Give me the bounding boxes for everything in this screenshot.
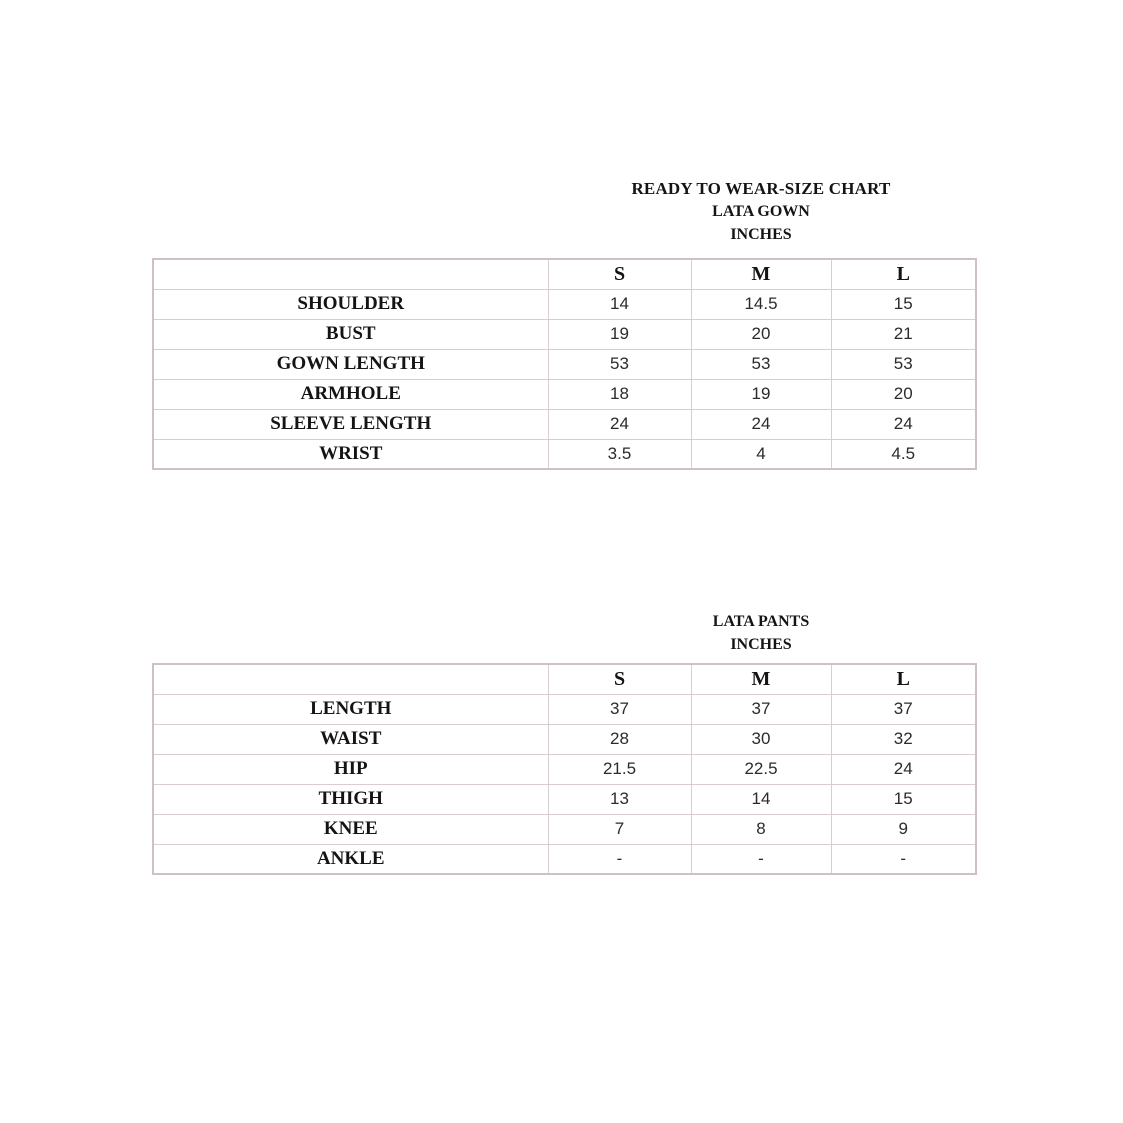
pants-chart-title-block xyxy=(547,611,975,656)
table-row-armhole xyxy=(153,379,976,409)
measurement-value-m: 37 xyxy=(691,694,831,724)
gown-column-header-s: S xyxy=(548,259,691,289)
measurement-value-l: 53 xyxy=(831,349,976,379)
measurement-value-s: 28 xyxy=(548,724,691,754)
measurement-value-m: 20 xyxy=(691,319,831,349)
gown-column-header-m: M xyxy=(691,259,831,289)
measurement-label: WRIST xyxy=(153,439,548,469)
measurement-label: GOWN LENGTH xyxy=(153,349,548,379)
pants-table-header-row xyxy=(153,664,976,694)
measurement-value-s: 13 xyxy=(548,784,691,814)
gown-size-table xyxy=(152,258,977,470)
measurement-value-m: - xyxy=(691,844,831,874)
measurement-value-s: 19 xyxy=(548,319,691,349)
measurement-value-l: 37 xyxy=(831,694,976,724)
measurement-label: SLEEVE LENGTH xyxy=(153,409,548,439)
table-row-knee xyxy=(153,814,976,844)
table-row-bust xyxy=(153,319,976,349)
measurement-value-s: 24 xyxy=(548,409,691,439)
measurement-value-m: 24 xyxy=(691,409,831,439)
gown-chart-subtitle: LATA GOWN xyxy=(712,203,810,220)
measurement-label: HIP xyxy=(153,754,548,784)
measurement-label: ANKLE xyxy=(153,844,548,874)
measurement-value-m: 8 xyxy=(691,814,831,844)
pants-column-header-s: S xyxy=(548,664,691,694)
measurement-value-m: 4 xyxy=(691,439,831,469)
measurement-value-m: 14 xyxy=(691,784,831,814)
measurement-value-l: 15 xyxy=(831,784,976,814)
table-row-shoulder xyxy=(153,289,976,319)
measurement-label: BUST xyxy=(153,319,548,349)
measurement-value-s: 18 xyxy=(548,379,691,409)
measurement-value-l: 4.5 xyxy=(831,439,976,469)
gown-chart-title-block xyxy=(547,176,975,246)
measurement-label: WAIST xyxy=(153,724,548,754)
measurement-value-l: 24 xyxy=(831,754,976,784)
measurement-value-s: - xyxy=(548,844,691,874)
pants-empty-corner-cell xyxy=(153,664,548,694)
table-row-gown-length xyxy=(153,349,976,379)
measurement-label: LENGTH xyxy=(153,694,548,724)
measurement-value-s: 14 xyxy=(548,289,691,319)
measurement-value-l: 15 xyxy=(831,289,976,319)
pants-size-table xyxy=(152,663,977,875)
measurement-value-l: 32 xyxy=(831,724,976,754)
gown-table-header-row xyxy=(153,259,976,289)
measurement-value-s: 7 xyxy=(548,814,691,844)
table-row-length xyxy=(153,694,976,724)
pants-column-header-m: M xyxy=(691,664,831,694)
gown-column-header-l: L xyxy=(831,259,976,289)
table-row-wrist xyxy=(153,439,976,469)
pants-chart-units-label: INCHES xyxy=(730,635,792,653)
gown-chart-title: READY TO WEAR-SIZE CHART xyxy=(631,179,891,198)
gown-empty-corner-cell xyxy=(153,259,548,289)
measurement-value-m: 14.5 xyxy=(691,289,831,319)
table-row-hip xyxy=(153,754,976,784)
table-row-ankle xyxy=(153,844,976,874)
measurement-value-l: 9 xyxy=(831,814,976,844)
table-row-thigh xyxy=(153,784,976,814)
measurement-value-l: 20 xyxy=(831,379,976,409)
measurement-value-l: - xyxy=(831,844,976,874)
gown-chart-units-label: INCHES xyxy=(730,225,792,243)
measurement-value-l: 21 xyxy=(831,319,976,349)
measurement-label: KNEE xyxy=(153,814,548,844)
measurement-value-m: 19 xyxy=(691,379,831,409)
measurement-value-s: 53 xyxy=(548,349,691,379)
measurement-label: THIGH xyxy=(153,784,548,814)
measurement-label: SHOULDER xyxy=(153,289,548,319)
table-row-waist xyxy=(153,724,976,754)
pants-chart-title: LATA PANTS xyxy=(712,613,810,630)
table-row-sleeve-length xyxy=(153,409,976,439)
measurement-value-m: 22.5 xyxy=(691,754,831,784)
measurement-value-m: 53 xyxy=(691,349,831,379)
measurement-value-l: 24 xyxy=(831,409,976,439)
measurement-value-s: 21.5 xyxy=(548,754,691,784)
measurement-value-m: 30 xyxy=(691,724,831,754)
measurement-value-s: 3.5 xyxy=(548,439,691,469)
measurement-label: ARMHOLE xyxy=(153,379,548,409)
pants-column-header-l: L xyxy=(831,664,976,694)
measurement-value-s: 37 xyxy=(548,694,691,724)
